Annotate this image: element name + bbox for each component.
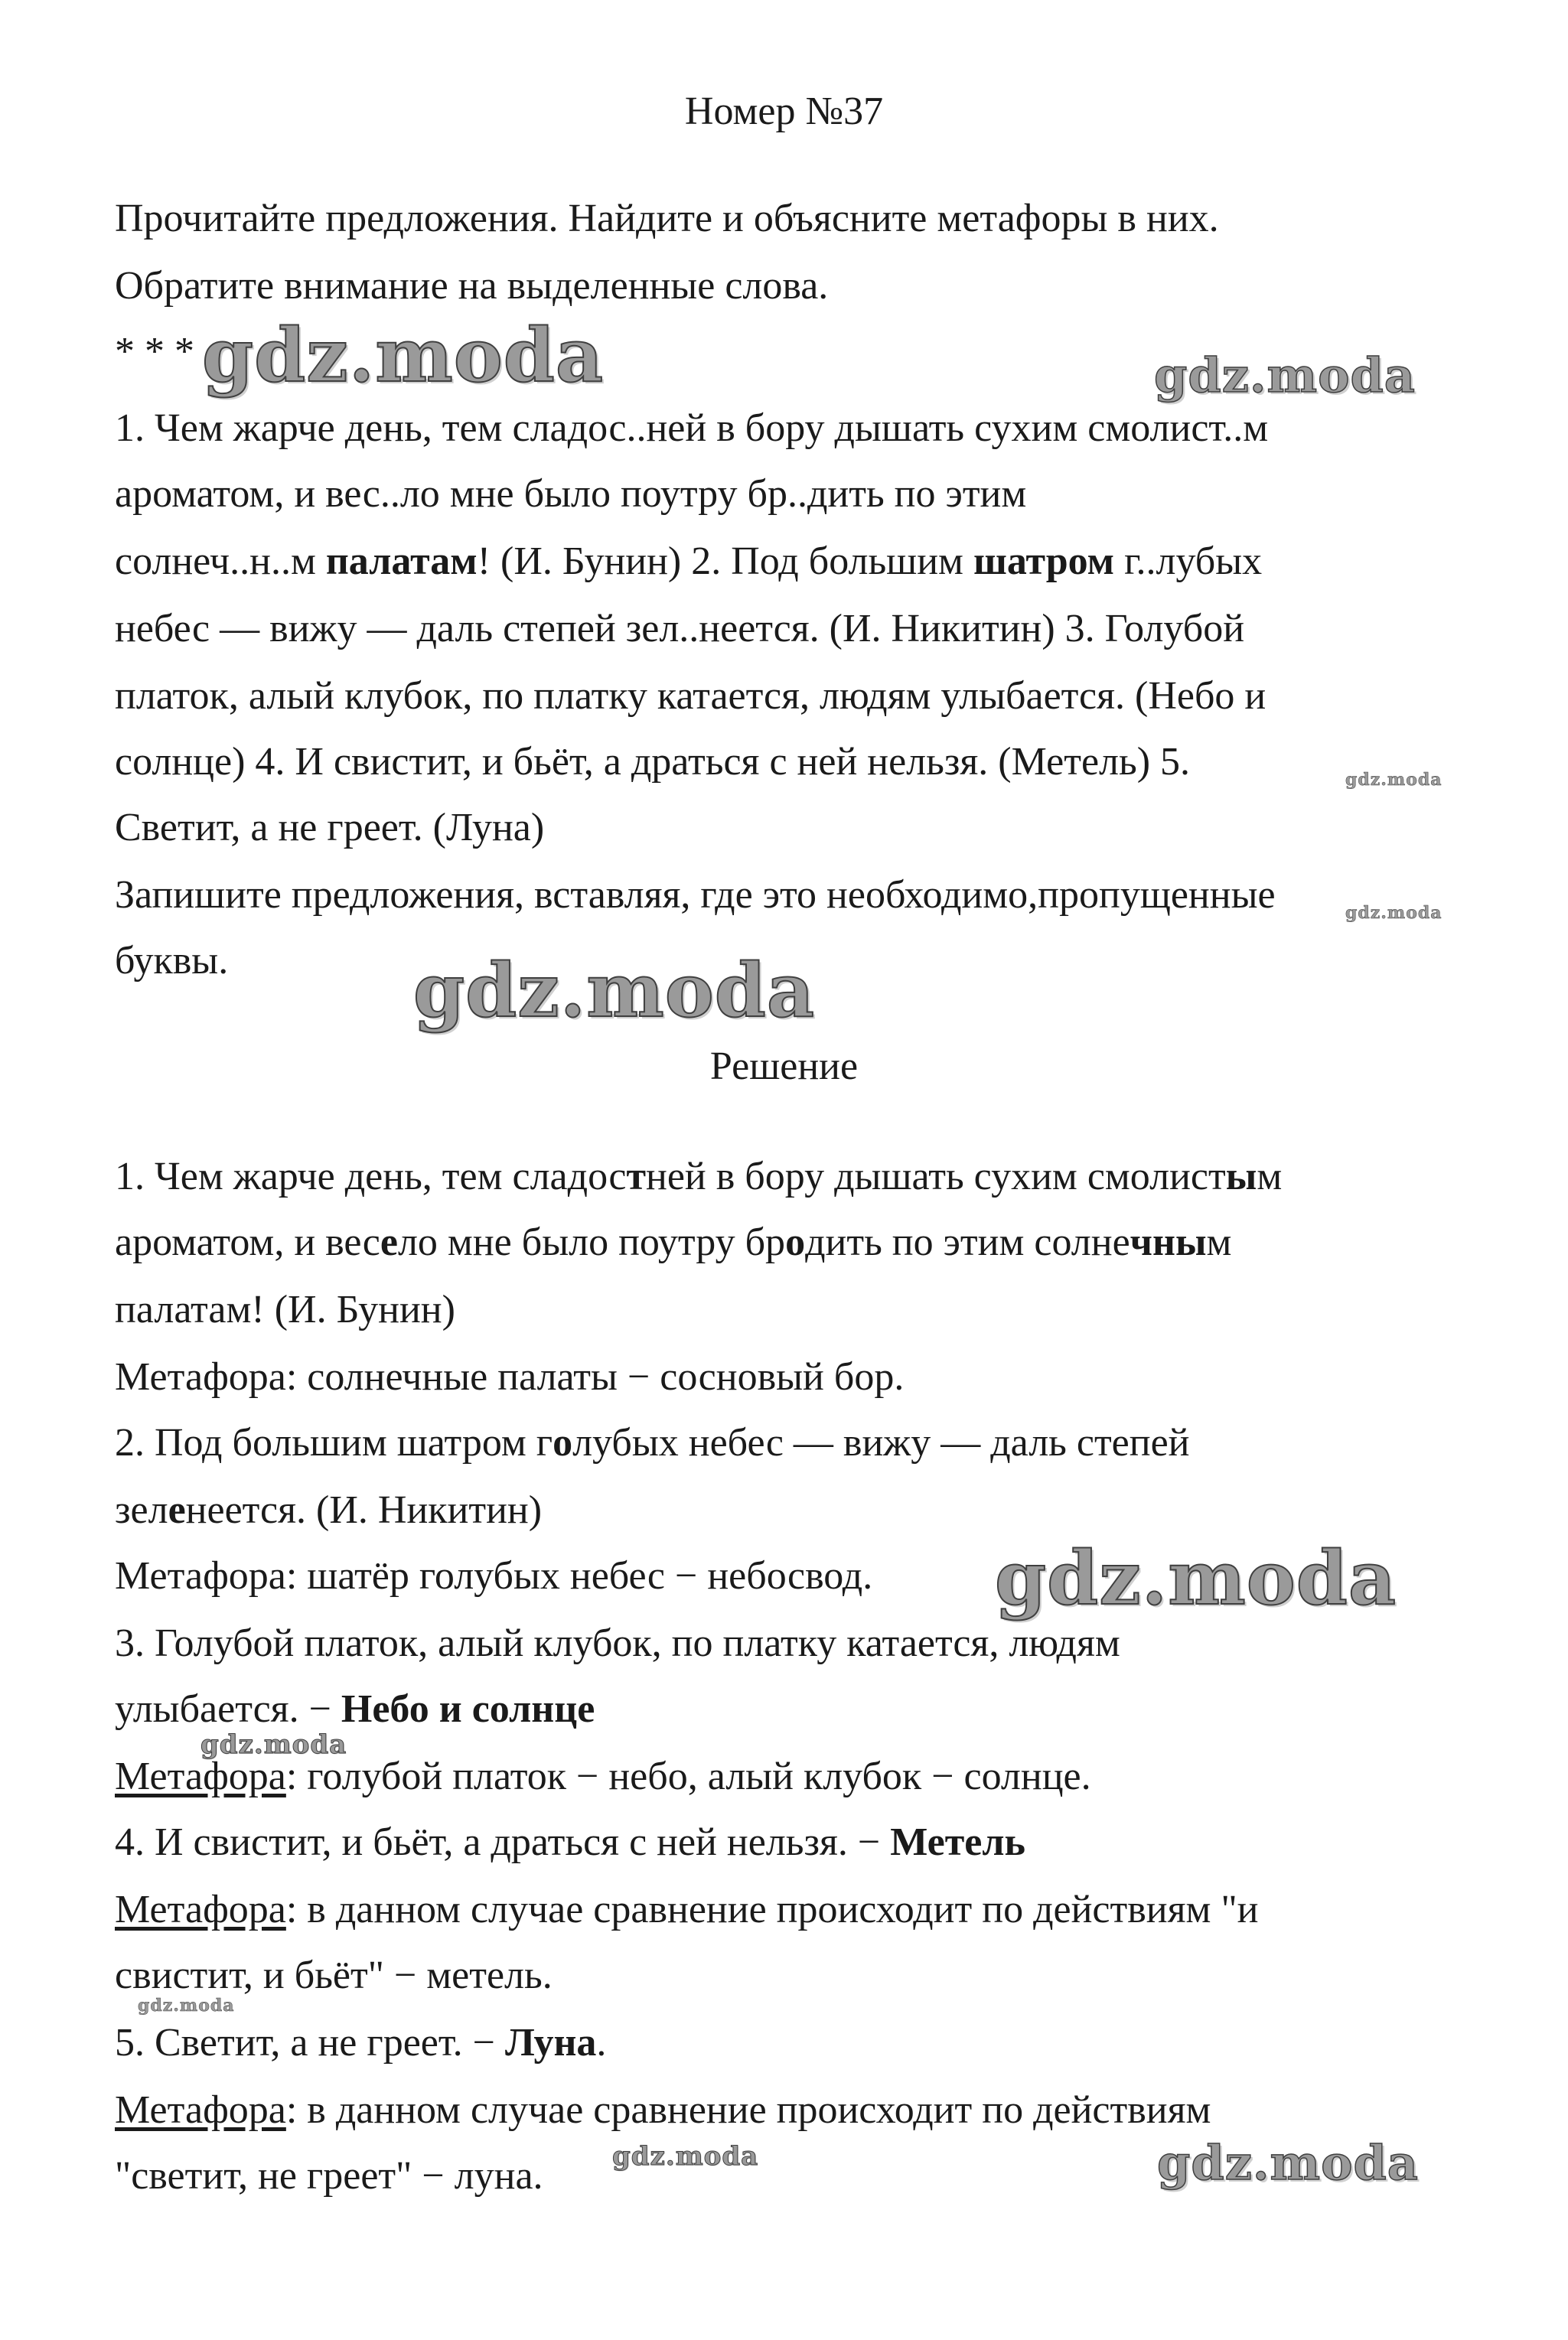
highlight-shatrom: шатром (973, 539, 1115, 583)
watermark: gdz.moda (995, 1535, 1397, 1621)
solution-line-9: 5. Светит, а не греет. − Луна. (115, 2021, 607, 2065)
metaphor-5: Метафора: в данном случае сравнение происходит по действиям (115, 2088, 1211, 2132)
task-text-line-8: Запишите предложения, вставляя, где это необходимо,пропущенные (115, 873, 1276, 917)
task-text-line-2: ароматом, и вес..ло мне было поутру бр..дить по этим (115, 472, 1027, 516)
watermark: gdz.moda (138, 1996, 235, 2016)
page-title: Номер №37 (684, 90, 884, 133)
solution-line-7: улыбается. − Небо и солнце (115, 1687, 595, 1731)
watermark: gdz.moda (202, 312, 605, 399)
solution-line-5: зеленеется. (И. Никитин) (115, 1488, 543, 1532)
watermark: gdz.moda (612, 2141, 759, 2172)
solution-line-4: 2. Под большим шатром голубых небес — вижу — даль степей (115, 1421, 1190, 1465)
metaphor-2: Метафора: шатёр голубых небес − небосвод. (115, 1554, 873, 1598)
watermark: gdz.moda (413, 947, 816, 1034)
task-text-line-7: Светит, а не греет. (Луна) (115, 806, 545, 849)
metaphor-1: Метафора: солнечные палаты − сосновый бор. (115, 1355, 905, 1399)
watermark: gdz.moda (1154, 347, 1416, 403)
solution-line-3: палатам! (И. Бунин) (115, 1288, 455, 1331)
solution-line-1: 1. Чем жарче день, тем сладостней в бору дышать сухим смолистым (115, 1155, 1283, 1198)
metaphor-4: Метафора: в данном случае сравнение происходит по действиям "и (115, 1888, 1259, 1931)
answer-moon: Луна (505, 2021, 597, 2065)
solution-line-2: ароматом, и весело мне было поутру бродить по этим солнечным (115, 1221, 1232, 1264)
solution-line-8: 4. И свистит, и бьёт, а драться с ней нельзя. − Метель (115, 1820, 1026, 1864)
watermark: gdz.moda (1157, 2135, 1419, 2191)
task-text-line-9: буквы. (115, 939, 229, 983)
watermark: gdz.moda (200, 1729, 347, 1760)
metaphor-5-cont: "светит, не греет" − луна. (115, 2154, 543, 2198)
watermark: gdz.moda (1345, 903, 1442, 923)
watermark: gdz.moda (1345, 770, 1442, 790)
answer-blizzard: Метель (890, 1820, 1026, 1864)
solution-line-6: 3. Голубой платок, алый клубок, по платку катается, людям (115, 1621, 1120, 1665)
task-text-line-4: небес — вижу — даль степей зел..неется. (И. Никитин) 3. Голубой (115, 607, 1245, 650)
highlight-palatam: палатам (325, 539, 478, 583)
task-stars: * * * (115, 330, 194, 373)
answer-sky-and-sun: Небо и солнце (341, 1687, 595, 1731)
solution-heading: Решение (709, 1045, 859, 1088)
metaphor-4-cont: свистит, и бьёт" − метель. (115, 1954, 553, 1997)
metaphor-3: Метафора: голубой платок − небо, алый клубок − солнце. (115, 1755, 1091, 1798)
task-text-line-6: солнце) 4. И свистит, и бьёт, а драться с ней нельзя. (Метель) 5. (115, 740, 1191, 784)
task-intro-line-2: Обратите внимание на выделенные слова. (115, 264, 829, 308)
task-text-line-1: 1. Чем жарче день, тем сладос..ней в бору дышать сухим смолист..м (115, 406, 1269, 450)
task-text-line-5: платок, алый клубок, по платку катается, людям улыбается. (Небо и (115, 674, 1266, 718)
task-intro-line-1: Прочитайте предложения. Найдите и объясните метафоры в них. (115, 197, 1219, 240)
task-text-line-3: солнеч..н..м палатам! (И. Бунин) 2. Под большим шатром г..лубых (115, 539, 1263, 583)
